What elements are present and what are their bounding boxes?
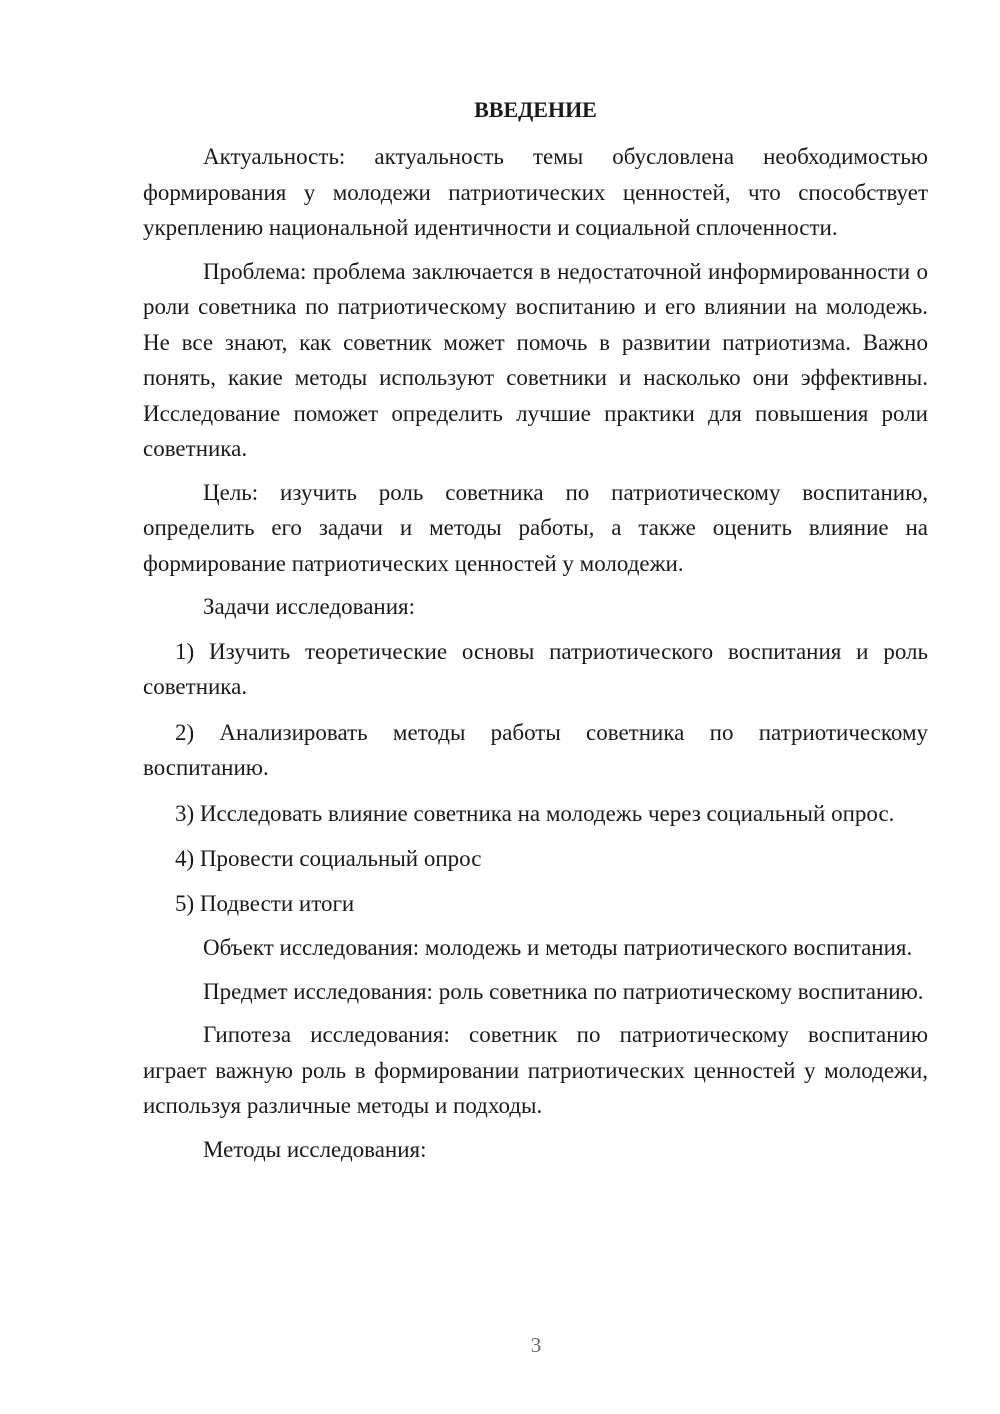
task-item-5: 5) Подвести итоги bbox=[175, 890, 355, 916]
page-content bbox=[143, 95, 928, 1176]
page-number: 3 bbox=[530, 1333, 542, 1357]
tasks-heading: Задачи исследования: bbox=[203, 594, 416, 619]
task-item-1: 1) Изучить теоретические основы патриотического воспитания и роль советника. bbox=[143, 638, 928, 699]
goal-paragraph: Цель: изучить роль советника по патриотическому воспитанию, определить его задачи и методы работы, а также оценить влияние на формирование патриотических ценностей у молодежи. bbox=[143, 479, 928, 576]
task-item-4: 4) Провести социальный опрос bbox=[175, 846, 482, 871]
task-item-2: 2) Анализировать методы работы советника по патриотическому воспитанию. bbox=[143, 719, 928, 780]
task-item-3: 3) Исследовать влияние советника на молодежь через социальный опрос. bbox=[175, 800, 895, 826]
object-paragraph: Объект исследования: молодежь и методы патриотического воспитания. bbox=[203, 935, 913, 960]
hypothesis-paragraph: Гипотеза исследования: советник по патриотическому воспитанию играет важную роль в формировании патриотических ценностей у молодежи, используя различные методы и подходы. bbox=[143, 1022, 928, 1118]
problem-paragraph: Проблема: проблема заключается в недостаточной информированности о роли советника по патриотическому воспитанию и его влиянии на молодежь. Не все знают, как советник может помочь в развитии патриотизма. Важно понять, какие методы используют советники и насколько они эффективны. Исследование поможет определить лучшие практики для повышения роли советника. bbox=[143, 258, 928, 461]
relevance-paragraph: Актуальность: актуальность темы обусловлена необходимостью формирования у молодежи патриотических ценностей, что способствует укреплению национальной идентичности и социальной сплоченности. bbox=[143, 144, 928, 240]
methods-heading: Методы исследования: bbox=[203, 1136, 427, 1162]
subject-paragraph: Предмет исследования: роль советника по патриотическому воспитанию. bbox=[203, 978, 924, 1004]
section-title: ВВЕДЕНИЕ bbox=[474, 97, 597, 122]
